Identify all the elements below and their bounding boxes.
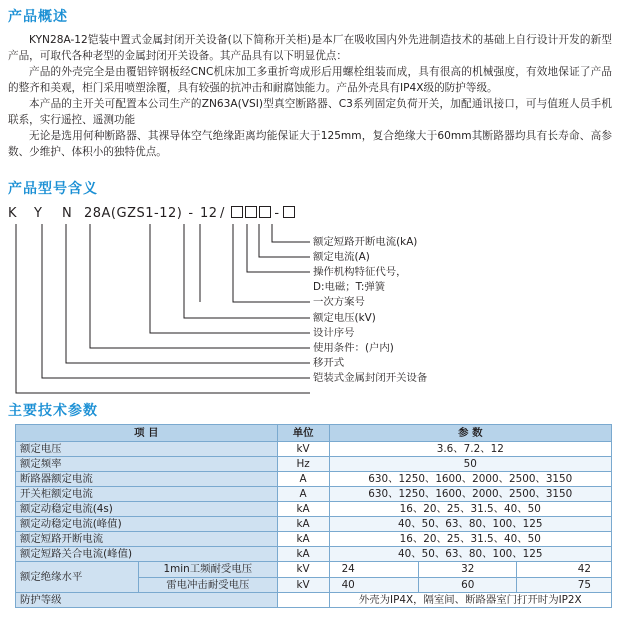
row-unit: kA [277,502,329,517]
row-value: 16、20、25、31.5、40、50 [329,502,611,517]
insulation-sub-power-freq: 1min工频耐受电压 [139,562,277,578]
row-value: 24 [329,562,419,578]
row-name: 额定频率 [16,457,278,472]
row-name-insulation [16,562,278,593]
model-label-design-no: 设计序号 [313,327,355,339]
params-table [15,424,612,608]
row-value: 630、1250、1600、2000、2500、3150 [329,472,611,487]
row-value: 40、50、63、80、100、125 [329,517,611,532]
row-value: 75 [517,577,612,593]
header-unit: 单位 [277,425,329,442]
row-unit: A [277,472,329,487]
overview-paragraph-2: 产品的外壳完全是由覆铝锌钢板经CNC机床加工多重折弯成形后用螺栓组装而成，具有很高的机械强度，有效地保证了产品的整齐和美观，柜门采用喷塑涂覆，具有较强的抗冲击和耐腐蚀能力。产品外壳具有IP4X级的防护等级。 [8,66,612,94]
row-value: 32 [419,562,517,578]
row-name: 断路器额定电流 [16,472,278,487]
table-row-protection [16,593,612,608]
row-name: 额定动稳定电流(峰值) [16,517,278,532]
model-label-rated-voltage: 额定电压(kV) [313,312,376,324]
row-value: 3.6、7.2、12 [329,442,611,457]
table-row [16,442,612,457]
row-unit: A [277,487,329,502]
overview-heading: 产品概述 [8,9,68,25]
row-value: 42 [517,562,612,578]
header-value: 参 数 [329,425,611,442]
model-part-dash-2: - [274,206,280,221]
model-label-breaking-current: 额定短路开断电流(kA) [313,236,418,248]
model-part-slash: / [220,206,225,221]
overview-paragraph-1: KYN28A-12铠装中置式金属封闭开关设备(以下简称开关柜)是本厂在吸收国内外先进制造技术的基础上自行设计开发的新型产品，可取代各种老型的金属封闭开关设备。其产品具有以下明显优点： [8,34,612,62]
row-value: 16、20、25、31.5、40、50 [329,532,611,547]
row-value: 外壳为IP4X，隔室间、断路器室门打开时为IP2X [329,593,611,608]
row-unit: kA [277,532,329,547]
model-part-k: K [8,206,18,221]
model-label-scheme-no: 一次方案号 [313,296,365,308]
insulation-label: 额定绝缘水平 [16,562,139,592]
model-label-conditions: 使用条件：(户内) [313,342,394,354]
row-unit [277,593,329,608]
table-row [16,532,612,547]
row-name: 额定动稳定电流(4s) [16,502,278,517]
model-heading: 产品型号含义 [8,181,98,197]
header-item: 项 目 [16,425,278,442]
model-part-series: 28A(GZS1-12) [84,206,183,221]
row-name: 防护等级 [16,593,278,608]
table-row [16,517,612,532]
row-unit: kA [277,517,329,532]
row-value: 630、1250、1600、2000、2500、3150 [329,487,611,502]
row-unit: kV [277,442,329,457]
row-value: 40 [329,577,419,593]
model-label-mechanism-code: 操作机构特征代号， [313,266,407,278]
table-header-row [16,425,612,442]
model-part-y: Y [34,206,43,221]
model-part-voltage: 12 [200,206,218,221]
insulation-sub-lightning: 雷电冲击耐受电压 [166,579,250,591]
row-unit: Hz [277,457,329,472]
params-heading: 主要技术参数 [8,403,98,419]
row-unit: kV [277,562,329,578]
model-part-n: N [62,206,73,221]
row-name: 额定电压 [16,442,278,457]
table-row-insulation-1 [16,562,612,578]
model-label-armored: 铠装式金属封闭开关设备 [313,372,428,384]
table-row [16,547,612,562]
table-row [16,457,612,472]
model-part-dash: - [188,206,194,221]
row-unit: kA [277,547,329,562]
overview-paragraph-4: 无论是选用何种断路器、其裸导体空气绝缘距离均能保证大于125mm，复合绝缘大于60mm其断路器均具有长寿命、高参数、少维护、体积小的独特优点。 [8,130,612,158]
table-row [16,502,612,517]
overview-paragraph-3: 本产品的主开关可配置本公司生产的ZN63A(VSI)型真空断路器、C3系列固定负荷开关，加配通讯接口，可与值班人员手机联系，实行遥控、遥测功能 [8,98,612,126]
table-row [16,472,612,487]
row-unit: kV [277,577,329,593]
row-name: 额定短路关合电流(峰值) [16,547,278,562]
row-value: 60 [419,577,517,593]
row-value: 50 [329,457,611,472]
model-label-withdrawable: 移开式 [313,357,345,369]
row-value: 40、50、63、80、100、125 [329,547,611,562]
row-name: 开关柜额定电流 [16,487,278,502]
model-label-mechanism-types: D:电磁；T:弹簧 [313,281,386,293]
model-label-rated-current: 额定电流(A) [313,251,370,263]
table-row [16,487,612,502]
row-name: 额定短路开断电流 [16,532,278,547]
